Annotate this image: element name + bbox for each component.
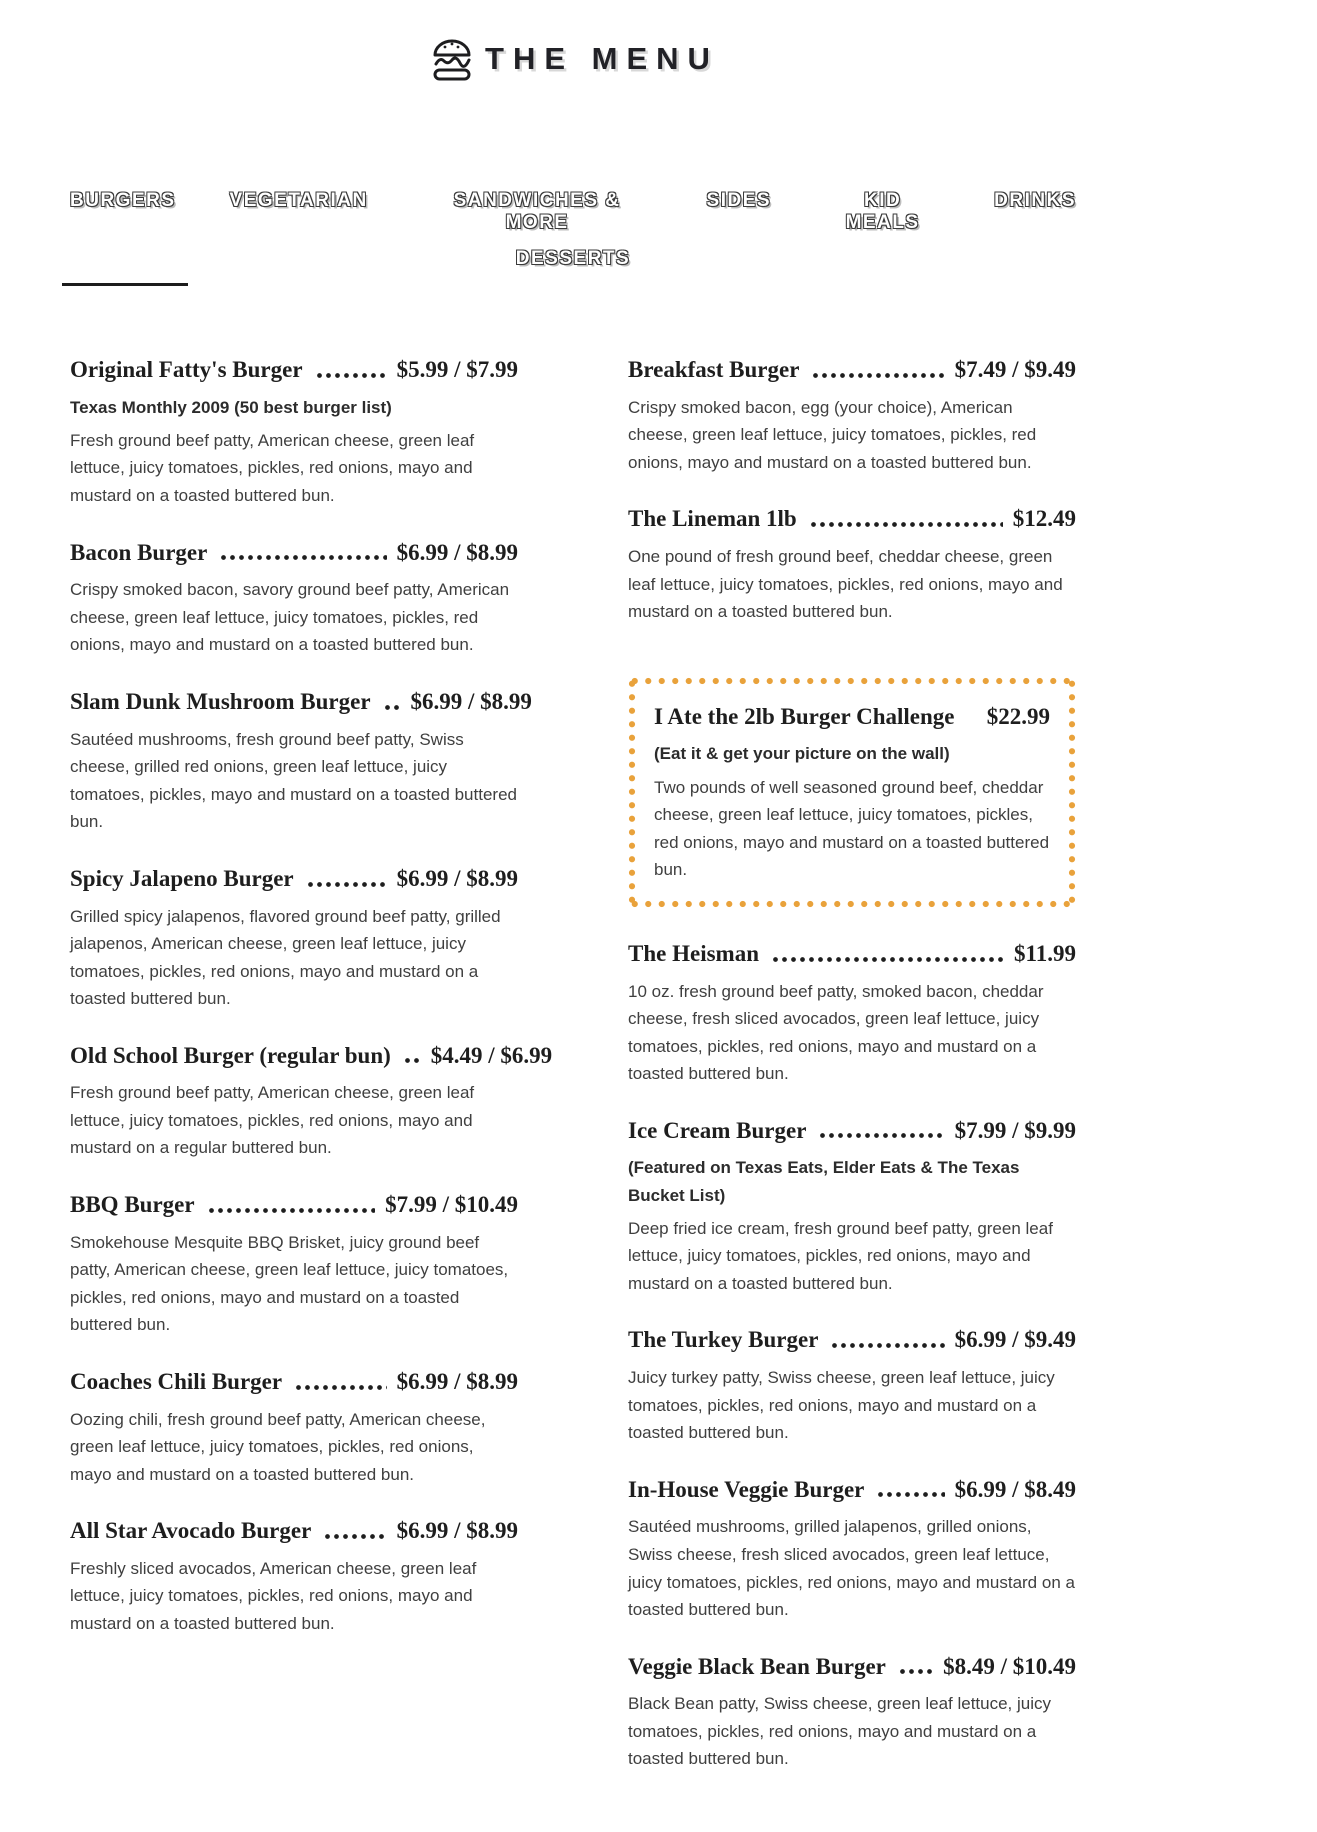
item-header: [70, 1517, 518, 1546]
item-header: [628, 356, 1076, 385]
item-name: Original Fatty's Burger: [70, 357, 303, 382]
item-price: $6.99 / $8.99: [396, 1518, 518, 1544]
item-subtitle: Texas Monthly 2009 (50 best burger list): [70, 397, 392, 417]
item-description: Grilled spicy jalapenos, flavored ground beef patty, grilled jalapenos, American cheese, green leaf lettuce, juicy tomatoes, pickles, red onions, mayo and mustard on a toasted buttered bun.: [70, 906, 501, 1009]
item-price: $6.99 / $8.99: [396, 865, 518, 891]
item-name: Veggie Black Bean Burger: [628, 1653, 886, 1679]
dotted-leader: [876, 1492, 944, 1497]
item-header: [70, 1368, 518, 1397]
item-header: [628, 940, 1076, 969]
nav-tab-sides[interactable]: SIDES: [706, 190, 772, 211]
menu-item: [628, 1117, 1076, 1298]
menu-item: [70, 865, 518, 1013]
burger-icon: [427, 33, 477, 85]
dotted-leader: [207, 1208, 376, 1213]
item-header: [70, 1191, 518, 1220]
item-name: The Lineman 1lb: [628, 506, 797, 532]
dotted-leader: [323, 1534, 386, 1539]
item-header: [628, 1653, 1076, 1682]
dotted-leader: [219, 555, 386, 560]
category-nav-row-2: [70, 248, 1076, 270]
item-name: Spicy Jalapeno Burger: [70, 865, 294, 891]
item-description: Fresh ground beef patty, American cheese, green leaf lettuce, juicy tomatoes, pickles, red onions, mayo and mustard on a toasted buttered bun.: [70, 430, 475, 505]
menu-item: [628, 940, 1076, 1088]
item-name: All Star Avocado Burger: [70, 1518, 312, 1544]
item-name: The Heisman: [628, 940, 759, 966]
menu-item: [70, 1042, 553, 1162]
menu-column-left: [70, 356, 553, 1802]
dotted-leader: [830, 1343, 944, 1348]
item-header: [70, 356, 518, 385]
item-description: One pound of fresh ground beef, cheddar cheese, green leaf lettuce, juicy tomatoes, pickles, red onions, mayo and mustard on a toasted buttered bun.: [628, 547, 1063, 622]
item-header: [70, 865, 518, 894]
item-name: Breakfast Burger: [628, 357, 800, 382]
item-header: [70, 688, 532, 717]
nav-tab-vegetarian[interactable]: VEGETARIAN: [229, 190, 368, 211]
item-description: Crispy smoked bacon, egg (your choice), American cheese, green leaf lettuce, juicy tomatoes, pickles, red onions, mayo and mustard on a toasted buttered bun.: [628, 397, 1037, 472]
menu-item: [628, 356, 1076, 476]
dotted-leader: [898, 1669, 933, 1674]
nav-tab-kid-meals[interactable]: KID MEALS: [845, 190, 920, 233]
dotted-leader: [811, 373, 944, 378]
item-price: $6.99 / $8.99: [396, 1368, 518, 1394]
dotted-leader: [294, 1385, 387, 1390]
site-header: [70, 26, 1076, 92]
item-price: $6.99 / $9.49: [954, 1327, 1076, 1353]
item-header: [628, 1117, 1076, 1146]
item-description: Sautéed mushrooms, grilled jalapenos, grilled onions, Swiss cheese, fresh sliced avocados, green leaf lettuce, juicy tomatoes, pickles, red onions, mayo and mustard on a toasted buttered bun.: [628, 1517, 1075, 1620]
nav-tab-drinks[interactable]: DRINKS: [994, 190, 1076, 211]
dotted-leader: [809, 522, 1003, 527]
item-price: $11.99: [1014, 940, 1076, 966]
item-price: $7.49 / $9.49: [954, 357, 1076, 382]
item-description: Oozing chili, fresh ground beef patty, American cheese, green leaf lettuce, juicy tomatoes, pickles, red onions, mayo and mustard on a toasted buttered bun.: [70, 1409, 486, 1484]
item-header: [628, 1476, 1076, 1505]
item-name: Bacon Burger: [70, 539, 208, 565]
dotted-leader: [383, 705, 401, 710]
menu-item: [70, 539, 518, 659]
menu-page: [70, 0, 1076, 1832]
item-price: $8.49 / $10.49: [943, 1653, 1076, 1679]
item-name: Ice Cream Burger: [628, 1117, 807, 1143]
dotted-leader: [403, 1058, 421, 1063]
item-description: Fresh ground beef patty, American cheese, green leaf lettuce, juicy tomatoes, pickles, red onions, mayo and mustard on a regular buttered bun.: [70, 1083, 475, 1158]
item-header: [70, 539, 518, 568]
category-nav-row-1: [70, 190, 1076, 234]
menu-item-challenge-highlight: [628, 677, 1076, 908]
item-name: Slam Dunk Mushroom Burger: [70, 688, 371, 714]
item-subtitle: (Eat it & get your picture on the wall): [654, 744, 950, 764]
item-name: In-House Veggie Burger: [628, 1476, 865, 1502]
item-price: $5.99 / $7.99: [396, 357, 518, 382]
item-description: Sautéed mushrooms, fresh ground beef patty, Swiss cheese, grilled red onions, green leaf lettuce, juicy tomatoes, pickles, mayo and mustard on a toasted buttered bun.: [70, 729, 517, 832]
menu-item: [70, 356, 518, 510]
menu-column-right: [628, 356, 1076, 1802]
dotted-leader: [818, 1133, 944, 1138]
menu-item: [628, 1476, 1076, 1624]
item-header: [628, 505, 1076, 534]
item-name: Coaches Chili Burger: [70, 1368, 283, 1394]
nav-tab-burgers[interactable]: BURGERS: [70, 190, 176, 234]
item-description: Two pounds of well seasoned ground beef, cheddar cheese, green leaf lettuce, juicy tomatoes, pickles, red onions, mayo and mustard on a toasted buttered bun.: [654, 777, 1050, 880]
item-name: I Ate the 2lb Burger Challenge: [654, 703, 955, 729]
item-price: $22.99: [986, 703, 1050, 729]
menu-item: [628, 1653, 1076, 1773]
menu-item: [628, 505, 1076, 625]
item-description: Black Bean patty, Swiss cheese, green leaf lettuce, juicy tomatoes, pickles, red onions, mayo and mustard on a toasted buttered bun.: [628, 1694, 1052, 1769]
item-name: BBQ Burger: [70, 1191, 195, 1217]
nav-tab-desserts[interactable]: DESSERTS: [515, 248, 631, 269]
item-description: Juicy turkey patty, Swiss cheese, green leaf lettuce, juicy tomatoes, pickles, red onions, mayo and mustard on a toasted buttered bun.: [628, 1368, 1055, 1443]
item-header: [628, 1326, 1076, 1355]
item-price: $7.99 / $10.49: [385, 1191, 518, 1217]
menu-item: [70, 688, 532, 836]
item-description: Freshly sliced avocados, American cheese, green leaf lettuce, juicy tomatoes, pickles, red onions, mayo and mustard on a toasted buttered bun.: [70, 1558, 477, 1633]
item-header: [654, 703, 1050, 732]
item-name: The Turkey Burger: [628, 1327, 819, 1353]
menu-item: [70, 1368, 518, 1488]
dotted-leader: [315, 373, 387, 378]
dotted-leader: [306, 882, 387, 887]
item-description: Smokehouse Mesquite BBQ Brisket, juicy ground beef patty, American cheese, green leaf lettuce, juicy tomatoes, pickles, red onions, mayo and mustard on a toasted buttered bun.: [70, 1232, 509, 1335]
item-price: $6.99 / $8.99: [396, 539, 518, 565]
item-header: [70, 1042, 553, 1071]
page-title: THE MENU: [485, 41, 719, 76]
menu-item: [70, 1517, 518, 1637]
item-subtitle: (Featured on Texas Eats, Elder Eats & The Texas Bucket List): [628, 1158, 1020, 1205]
item-description: Deep fried ice cream, fresh ground beef patty, green leaf lettuce, juicy tomatoes, pickles, red onions, mayo and mustard on a toasted buttered bun.: [628, 1218, 1053, 1293]
item-name: Old School Burger (regular bun): [70, 1042, 391, 1068]
item-price: $12.49: [1012, 506, 1076, 532]
menu-item: [628, 1326, 1076, 1446]
item-description: 10 oz. fresh ground beef patty, smoked bacon, cheddar cheese, fresh sliced avocados, green leaf lettuce, juicy tomatoes, pickles, red onions, mayo and mustard on a toasted buttered bun.: [628, 981, 1044, 1084]
nav-tab-sandwiches-more[interactable]: SANDWICHES & MORE: [453, 190, 621, 233]
item-price: $4.49 / $6.99: [430, 1042, 553, 1068]
item-description: Crispy smoked bacon, savory ground beef patty, American cheese, green leaf lettuce, juicy tomatoes, pickles, red onions, mayo and mustard on a toasted buttered bun.: [70, 580, 510, 655]
item-price: $6.99 / $8.99: [410, 688, 532, 714]
category-nav: [70, 190, 1076, 270]
item-price: $6.99 / $8.49: [954, 1476, 1076, 1502]
burgers-menu: [70, 356, 1076, 1832]
menu-item: [70, 1191, 518, 1339]
dotted-leader: [771, 957, 1004, 962]
item-price: $7.99 / $9.99: [954, 1117, 1076, 1143]
